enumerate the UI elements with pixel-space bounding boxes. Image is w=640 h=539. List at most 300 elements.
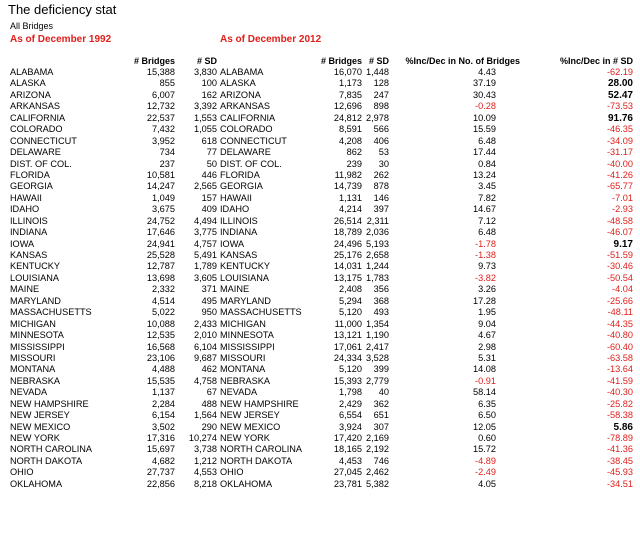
bridges-1992-cell: 4,682 bbox=[152, 455, 175, 466]
bridges-1992-cell: 22,856 bbox=[146, 478, 175, 489]
table-row bbox=[0, 399, 640, 410]
table-row bbox=[0, 387, 640, 398]
table-row bbox=[0, 147, 640, 158]
pct-bridges-cell: -0.28 bbox=[475, 101, 496, 112]
sd-2012-cell: 30 bbox=[378, 158, 389, 169]
table-row bbox=[0, 204, 640, 215]
pct-sd-cell: -41.36 bbox=[606, 444, 633, 455]
page-title: The deficiency stat bbox=[8, 2, 117, 17]
sd-1992-cell: 157 bbox=[201, 192, 217, 203]
sd-2012-cell: 247 bbox=[373, 89, 389, 100]
sd-2012-cell: 53 bbox=[378, 147, 389, 158]
table-row bbox=[0, 113, 640, 124]
sd-1992-cell: 3,605 bbox=[194, 272, 217, 283]
bridges-1992-cell: 17,646 bbox=[146, 227, 175, 238]
state-2012-cell: MONTANA bbox=[220, 364, 266, 375]
sd-1992-cell: 1,553 bbox=[194, 112, 217, 123]
bridges-1992-cell: 12,535 bbox=[146, 330, 175, 341]
pct-bridges-cell: 30.43 bbox=[473, 89, 496, 100]
table-row bbox=[0, 273, 640, 284]
state-1992-cell: ILLINOIS bbox=[10, 215, 48, 226]
state-1992-cell: DELAWARE bbox=[10, 147, 61, 158]
bridges-2012-cell: 2,408 bbox=[339, 284, 362, 295]
sd-1992-cell: 77 bbox=[206, 147, 217, 158]
state-2012-cell: MARYLAND bbox=[220, 295, 271, 306]
pct-sd-cell: -38.45 bbox=[606, 455, 633, 466]
table-row bbox=[0, 227, 640, 238]
pct-bridges-cell: 12.05 bbox=[473, 421, 496, 432]
bridges-1992-cell: 237 bbox=[159, 158, 175, 169]
sd-2012-cell: 878 bbox=[373, 181, 389, 192]
bridges-2012-cell: 18,165 bbox=[333, 444, 362, 455]
sd-2012-cell: 2,978 bbox=[366, 112, 389, 123]
state-2012-cell: MISSOURI bbox=[220, 352, 266, 363]
asof-2012-label: As of December 2012 bbox=[220, 34, 322, 45]
sd-2012-cell: 362 bbox=[373, 398, 389, 409]
pct-bridges-cell: 6.50 bbox=[478, 410, 496, 421]
bridges-1992-cell: 24,941 bbox=[146, 238, 175, 249]
pct-sd-cell: -25.66 bbox=[606, 295, 633, 306]
bridges-1992-cell: 855 bbox=[159, 78, 175, 89]
state-1992-cell: NORTH CAROLINA bbox=[10, 444, 93, 455]
state-2012-cell: NEVADA bbox=[220, 387, 258, 398]
state-2012-cell: FLORIDA bbox=[220, 169, 260, 180]
state-1992-cell: MAINE bbox=[10, 284, 40, 295]
table-row bbox=[0, 78, 640, 89]
state-2012-cell: MAINE bbox=[220, 284, 250, 295]
pct-sd-cell: -13.64 bbox=[606, 364, 633, 375]
sd-1992-cell: 9,687 bbox=[194, 352, 217, 363]
sd-1992-cell: 495 bbox=[201, 295, 217, 306]
bridges-1992-cell: 15,388 bbox=[146, 67, 175, 77]
table-row bbox=[0, 239, 640, 250]
sd-2012-cell: 146 bbox=[373, 192, 389, 203]
pct-bridges-cell: 9.04 bbox=[478, 318, 496, 329]
state-1992-cell: CONNECTICUT bbox=[10, 135, 77, 146]
bridges-2012-cell: 3,924 bbox=[339, 421, 362, 432]
sd-1992-cell: 3,738 bbox=[194, 444, 217, 455]
pct-sd-cell: 52.47 bbox=[607, 89, 633, 101]
bridges-2012-cell: 17,061 bbox=[333, 341, 362, 352]
bridges-1992-cell: 10,088 bbox=[146, 318, 175, 329]
pct-sd-cell: -7.01 bbox=[612, 192, 633, 203]
table-row bbox=[0, 296, 640, 307]
table-row bbox=[0, 250, 640, 261]
bridges-1992-cell: 27,737 bbox=[146, 467, 175, 478]
bridges-1992-cell: 4,514 bbox=[152, 295, 175, 306]
bridges-1992-cell: 25,528 bbox=[146, 250, 175, 260]
pct-sd-cell: -73.53 bbox=[606, 101, 633, 112]
bridges-1992-cell: 14,247 bbox=[146, 181, 175, 192]
pct-sd-cell: -40.30 bbox=[606, 387, 633, 398]
sd-2012-cell: 1,783 bbox=[366, 272, 389, 283]
bridges-2012-cell: 1,131 bbox=[339, 192, 362, 203]
sd-1992-cell: 4,758 bbox=[194, 375, 217, 386]
table-row bbox=[0, 90, 640, 101]
sd-2012-cell: 128 bbox=[373, 78, 389, 89]
subtitle: All Bridges bbox=[10, 21, 54, 31]
pct-sd-cell: 5.86 bbox=[613, 421, 633, 433]
bridges-2012-cell: 26,514 bbox=[333, 215, 362, 226]
sd-1992-cell: 3,830 bbox=[194, 67, 217, 77]
pct-bridges-cell: 7.82 bbox=[478, 192, 496, 203]
state-1992-cell: MARYLAND bbox=[10, 295, 61, 306]
state-1992-cell: ALABAMA bbox=[10, 67, 54, 77]
pct-sd-cell: -4.04 bbox=[612, 284, 633, 295]
bridges-2012-cell: 1,173 bbox=[339, 78, 362, 89]
sd-1992-cell: 462 bbox=[201, 364, 217, 375]
table-row bbox=[0, 136, 640, 147]
state-2012-cell: ARIZONA bbox=[220, 89, 261, 100]
sd-1992-cell: 2,010 bbox=[194, 330, 217, 341]
bridges-2012-cell: 24,496 bbox=[333, 238, 362, 249]
state-1992-cell: GEORGIA bbox=[10, 181, 53, 192]
bridges-1992-cell: 15,535 bbox=[146, 375, 175, 386]
bridges-1992-cell: 2,332 bbox=[152, 284, 175, 295]
pct-bridges-cell: 17.28 bbox=[473, 295, 496, 306]
state-2012-cell: NORTH DAKOTA bbox=[220, 455, 293, 466]
pct-bridges-cell: 58.14 bbox=[473, 387, 496, 398]
sd-1992-cell: 488 bbox=[201, 398, 217, 409]
pct-sd-cell: -65.77 bbox=[606, 181, 633, 192]
state-1992-cell: LOUISIANA bbox=[10, 272, 60, 283]
sd-2012-cell: 2,779 bbox=[366, 375, 389, 386]
bridges-1992-cell: 6,007 bbox=[152, 89, 175, 100]
pct-bridges-cell: 0.84 bbox=[478, 158, 496, 169]
sd-2012-cell: 2,462 bbox=[366, 467, 389, 478]
table-row bbox=[0, 444, 640, 455]
sd-1992-cell: 3,775 bbox=[194, 227, 217, 238]
bridges-1992-cell: 23,106 bbox=[146, 352, 175, 363]
state-1992-cell: CALIFORNIA bbox=[10, 112, 66, 123]
bridges-2012-cell: 24,812 bbox=[333, 112, 362, 123]
sd-1992-cell: 446 bbox=[201, 169, 217, 180]
sd-2012-cell: 397 bbox=[373, 204, 389, 215]
pct-bridges-cell: -2.49 bbox=[475, 467, 496, 478]
pct-bridges-cell: 7.12 bbox=[478, 215, 496, 226]
pct-sd-cell: 91.76 bbox=[607, 112, 633, 124]
state-2012-cell: ALASKA bbox=[220, 78, 256, 89]
bridges-1992-cell: 12,732 bbox=[146, 101, 175, 112]
bridges-2012-cell: 5,294 bbox=[339, 295, 362, 306]
sd-2012-cell: 746 bbox=[373, 455, 389, 466]
state-1992-cell: IDAHO bbox=[10, 204, 40, 215]
pct-sd-cell: -40.00 bbox=[606, 158, 633, 169]
pct-sd-cell: -44.35 bbox=[606, 318, 633, 329]
sd-2012-cell: 406 bbox=[373, 135, 389, 146]
bridges-2012-cell: 12,696 bbox=[333, 101, 362, 112]
table-row bbox=[0, 170, 640, 181]
state-1992-cell: MINNESOTA bbox=[10, 330, 64, 341]
pct-bridges-cell: 10.09 bbox=[473, 112, 496, 123]
bridges-2012-cell: 13,175 bbox=[333, 272, 362, 283]
bridges-2012-cell: 11,982 bbox=[334, 169, 362, 180]
pct-bridges-cell: 15.72 bbox=[473, 444, 496, 455]
pct-sd-cell: -25.82 bbox=[606, 398, 633, 409]
pct-bridges-cell: 14.67 bbox=[473, 204, 496, 215]
pct-bridges-cell: 9.73 bbox=[478, 261, 496, 272]
bridges-1992-cell: 16,568 bbox=[146, 341, 175, 352]
state-2012-cell: NEW YORK bbox=[220, 433, 270, 443]
table-row bbox=[0, 353, 640, 364]
pct-sd-cell: -48.11 bbox=[607, 307, 633, 318]
state-2012-cell: MASSACHUSETTS bbox=[220, 307, 302, 318]
table-row bbox=[0, 330, 640, 341]
table-row bbox=[0, 376, 640, 387]
sd-2012-cell: 356 bbox=[373, 284, 389, 295]
pct-sd-cell: -30.46 bbox=[606, 261, 633, 272]
sd-1992-cell: 1,564 bbox=[194, 410, 217, 421]
state-1992-cell: FLORIDA bbox=[10, 169, 50, 180]
bridges-2012-cell: 862 bbox=[346, 147, 362, 158]
pct-sd-cell: -58.38 bbox=[606, 410, 633, 421]
state-2012-cell: KANSAS bbox=[220, 250, 258, 260]
sd-1992-cell: 371 bbox=[201, 284, 217, 295]
pct-sd-cell: -62.19 bbox=[606, 67, 633, 77]
sd-1992-cell: 67 bbox=[206, 387, 217, 398]
bridges-2012-cell: 8,591 bbox=[339, 124, 362, 135]
header-sd-2012: # SD bbox=[368, 56, 389, 66]
bridges-2012-cell: 4,453 bbox=[339, 455, 362, 466]
header-bridges-2012: # Bridges bbox=[320, 56, 362, 66]
pct-bridges-cell: 14.08 bbox=[473, 364, 496, 375]
sd-2012-cell: 3,528 bbox=[366, 352, 389, 363]
pct-bridges-cell: -1.38 bbox=[475, 250, 496, 260]
state-2012-cell: MINNESOTA bbox=[220, 330, 274, 341]
pct-bridges-cell: 17.44 bbox=[473, 147, 496, 158]
table-row bbox=[0, 307, 640, 318]
pct-bridges-cell: -0.91 bbox=[475, 375, 496, 386]
sd-2012-cell: 493 bbox=[373, 307, 389, 318]
sd-1992-cell: 100 bbox=[201, 78, 217, 89]
bridges-1992-cell: 5,022 bbox=[152, 307, 175, 318]
sd-1992-cell: 4,494 bbox=[194, 215, 217, 226]
state-1992-cell: DIST. OF COL. bbox=[10, 158, 72, 169]
pct-sd-cell: -31.17 bbox=[606, 147, 633, 158]
bridges-2012-cell: 4,208 bbox=[339, 135, 362, 146]
pct-bridges-cell: 6.35 bbox=[478, 398, 496, 409]
bridges-2012-cell: 5,120 bbox=[339, 307, 362, 318]
bridges-2012-cell: 23,781 bbox=[333, 478, 362, 489]
pct-bridges-cell: 4.43 bbox=[478, 67, 496, 77]
sd-1992-cell: 2,433 bbox=[194, 318, 217, 329]
state-2012-cell: NEBRASKA bbox=[220, 375, 271, 386]
table-row bbox=[0, 124, 640, 135]
state-2012-cell: IDAHO bbox=[220, 204, 250, 215]
pct-bridges-cell: 6.48 bbox=[478, 135, 496, 146]
sd-2012-cell: 566 bbox=[373, 124, 389, 135]
bridges-1992-cell: 4,488 bbox=[152, 364, 175, 375]
bridges-2012-cell: 24,334 bbox=[333, 352, 362, 363]
pct-sd-cell: -63.58 bbox=[606, 352, 633, 363]
table-row bbox=[0, 261, 640, 272]
sd-2012-cell: 1,354 bbox=[366, 318, 389, 329]
sd-1992-cell: 618 bbox=[201, 135, 217, 146]
state-2012-cell: NORTH CAROLINA bbox=[220, 444, 303, 455]
state-1992-cell: NEVADA bbox=[10, 387, 48, 398]
state-1992-cell: MONTANA bbox=[10, 364, 56, 375]
sd-1992-cell: 290 bbox=[201, 421, 217, 432]
sd-1992-cell: 950 bbox=[201, 307, 217, 318]
state-2012-cell: MICHIGAN bbox=[220, 318, 266, 329]
sd-2012-cell: 1,244 bbox=[366, 261, 389, 272]
state-1992-cell: COLORADO bbox=[10, 124, 63, 135]
sd-2012-cell: 2,192 bbox=[366, 444, 389, 455]
table-row bbox=[0, 159, 640, 170]
state-1992-cell: ALASKA bbox=[10, 78, 46, 89]
header-sd-1992: # SD bbox=[196, 56, 217, 66]
pct-bridges-cell: -4.89 bbox=[475, 455, 496, 466]
table-row bbox=[0, 181, 640, 192]
table-row bbox=[0, 101, 640, 112]
pct-sd-cell: -40.80 bbox=[606, 330, 633, 341]
sd-2012-cell: 2,169 bbox=[366, 433, 389, 443]
sd-2012-cell: 399 bbox=[373, 364, 389, 375]
state-2012-cell: ARKANSAS bbox=[220, 101, 271, 112]
state-1992-cell: NEW JERSEY bbox=[10, 410, 70, 421]
sd-1992-cell: 5,491 bbox=[194, 250, 217, 260]
bridges-2012-cell: 5,120 bbox=[339, 364, 362, 375]
sd-2012-cell: 40 bbox=[378, 387, 389, 398]
table-row bbox=[0, 364, 640, 375]
sd-2012-cell: 5,193 bbox=[366, 238, 389, 249]
bridges-1992-cell: 734 bbox=[159, 147, 175, 158]
pct-bridges-cell: 4.67 bbox=[478, 330, 496, 341]
state-1992-cell: NEW MEXICO bbox=[10, 421, 71, 432]
pct-sd-cell: -41.59 bbox=[606, 375, 633, 386]
sd-2012-cell: 368 bbox=[373, 295, 389, 306]
state-2012-cell: COLORADO bbox=[220, 124, 273, 135]
bridges-2012-cell: 13,121 bbox=[333, 330, 362, 341]
sd-1992-cell: 409 bbox=[201, 204, 217, 215]
state-2012-cell: OKLAHOMA bbox=[220, 478, 273, 489]
header-pct-bridges: %Inc/Dec in No. of Bridges bbox=[405, 56, 520, 66]
bridges-2012-cell: 27,045 bbox=[333, 467, 362, 478]
bridges-1992-cell: 6,154 bbox=[152, 410, 175, 421]
state-2012-cell: NEW JERSEY bbox=[220, 410, 280, 421]
bridges-1992-cell: 3,502 bbox=[152, 421, 175, 432]
sd-2012-cell: 307 bbox=[373, 421, 389, 432]
bridges-2012-cell: 15,393 bbox=[333, 375, 362, 386]
state-2012-cell: HAWAII bbox=[220, 192, 252, 203]
sd-1992-cell: 3,392 bbox=[194, 101, 217, 112]
bridges-1992-cell: 12,787 bbox=[146, 261, 175, 272]
bridges-2012-cell: 7,835 bbox=[339, 89, 362, 100]
state-2012-cell: GEORGIA bbox=[220, 181, 263, 192]
state-2012-cell: CONNECTICUT bbox=[220, 135, 287, 146]
state-2012-cell: IOWA bbox=[220, 238, 245, 249]
sd-1992-cell: 6,104 bbox=[194, 341, 217, 352]
bridges-2012-cell: 14,739 bbox=[333, 181, 362, 192]
state-2012-cell: ALABAMA bbox=[220, 67, 264, 77]
state-1992-cell: ARIZONA bbox=[10, 89, 51, 100]
table-row bbox=[0, 422, 640, 433]
state-1992-cell: OHIO bbox=[10, 467, 34, 478]
sd-1992-cell: 162 bbox=[201, 89, 217, 100]
table-row bbox=[0, 216, 640, 227]
sd-1992-cell: 1,212 bbox=[194, 455, 217, 466]
bridges-2012-cell: 14,031 bbox=[333, 261, 362, 272]
table-row bbox=[0, 319, 640, 330]
pct-bridges-cell: 2.98 bbox=[478, 341, 496, 352]
pct-sd-cell: -41.26 bbox=[606, 169, 633, 180]
sd-1992-cell: 2,565 bbox=[194, 181, 217, 192]
sd-1992-cell: 1,789 bbox=[194, 261, 217, 272]
state-1992-cell: MISSISSIPPI bbox=[10, 341, 65, 352]
state-1992-cell: HAWAII bbox=[10, 192, 42, 203]
pct-bridges-cell: 6.48 bbox=[478, 227, 496, 238]
bridges-1992-cell: 2,284 bbox=[152, 398, 175, 409]
sd-2012-cell: 2,311 bbox=[366, 215, 389, 226]
bridges-2012-cell: 6,554 bbox=[339, 410, 362, 421]
bridges-1992-cell: 17,316 bbox=[146, 433, 175, 443]
sd-1992-cell: 50 bbox=[206, 158, 217, 169]
sd-2012-cell: 1,190 bbox=[366, 330, 389, 341]
header-bridges-1992: # Bridges bbox=[133, 56, 175, 66]
bridges-2012-cell: 16,070 bbox=[333, 67, 362, 77]
pct-sd-cell: -50.54 bbox=[606, 272, 633, 283]
state-2012-cell: CALIFORNIA bbox=[220, 112, 276, 123]
state-1992-cell: INDIANA bbox=[10, 227, 48, 238]
state-1992-cell: MISSOURI bbox=[10, 352, 56, 363]
header-pct-sd: %Inc/Dec in # SD bbox=[559, 56, 633, 66]
bridges-1992-cell: 13,698 bbox=[146, 272, 175, 283]
state-2012-cell: INDIANA bbox=[220, 227, 258, 238]
pct-sd-cell: 28.00 bbox=[607, 78, 633, 90]
bridges-1992-cell: 10,581 bbox=[146, 169, 175, 180]
sd-2012-cell: 2,036 bbox=[366, 227, 389, 238]
sd-2012-cell: 262 bbox=[373, 169, 389, 180]
table-row bbox=[0, 193, 640, 204]
bridges-2012-cell: 11,000 bbox=[334, 318, 362, 329]
pct-bridges-cell: 4.05 bbox=[478, 478, 496, 489]
state-1992-cell: MICHIGAN bbox=[10, 318, 56, 329]
state-1992-cell: OKLAHOMA bbox=[10, 478, 63, 489]
state-2012-cell: KENTUCKY bbox=[220, 261, 271, 272]
state-2012-cell: DIST. OF COL. bbox=[220, 158, 282, 169]
state-1992-cell: KANSAS bbox=[10, 250, 48, 260]
pct-sd-cell: -48.58 bbox=[606, 215, 633, 226]
state-1992-cell: ARKANSAS bbox=[10, 101, 61, 112]
sd-1992-cell: 8,218 bbox=[194, 478, 217, 489]
table-row bbox=[0, 342, 640, 353]
pct-sd-cell: -34.51 bbox=[606, 478, 633, 489]
pct-bridges-cell: 5.31 bbox=[478, 352, 496, 363]
pct-sd-cell: -46.35 bbox=[606, 124, 633, 135]
state-1992-cell: NEBRASKA bbox=[10, 375, 61, 386]
state-1992-cell: NORTH DAKOTA bbox=[10, 455, 83, 466]
table-row bbox=[0, 67, 640, 78]
bridges-2012-cell: 4,214 bbox=[339, 204, 362, 215]
pct-sd-cell: -78.89 bbox=[606, 433, 633, 443]
state-1992-cell: MASSACHUSETTS bbox=[10, 307, 92, 318]
pct-bridges-cell: 1.95 bbox=[478, 307, 496, 318]
pct-sd-cell: -46.07 bbox=[606, 227, 633, 238]
pct-bridges-cell: 3.45 bbox=[478, 181, 496, 192]
bridges-1992-cell: 22,537 bbox=[146, 112, 175, 123]
pct-bridges-cell: 15.59 bbox=[473, 124, 496, 135]
bridges-1992-cell: 7,432 bbox=[152, 124, 175, 135]
pct-sd-cell: -60.40 bbox=[606, 341, 633, 352]
state-2012-cell: ILLINOIS bbox=[220, 215, 258, 226]
bridges-2012-cell: 18,789 bbox=[333, 227, 362, 238]
bridges-1992-cell: 15,697 bbox=[146, 444, 175, 455]
sd-1992-cell: 10,274 bbox=[188, 433, 217, 443]
sd-1992-cell: 4,757 bbox=[194, 238, 217, 249]
bridges-2012-cell: 1,798 bbox=[339, 387, 362, 398]
state-1992-cell: IOWA bbox=[10, 238, 35, 249]
table-row bbox=[0, 479, 640, 490]
